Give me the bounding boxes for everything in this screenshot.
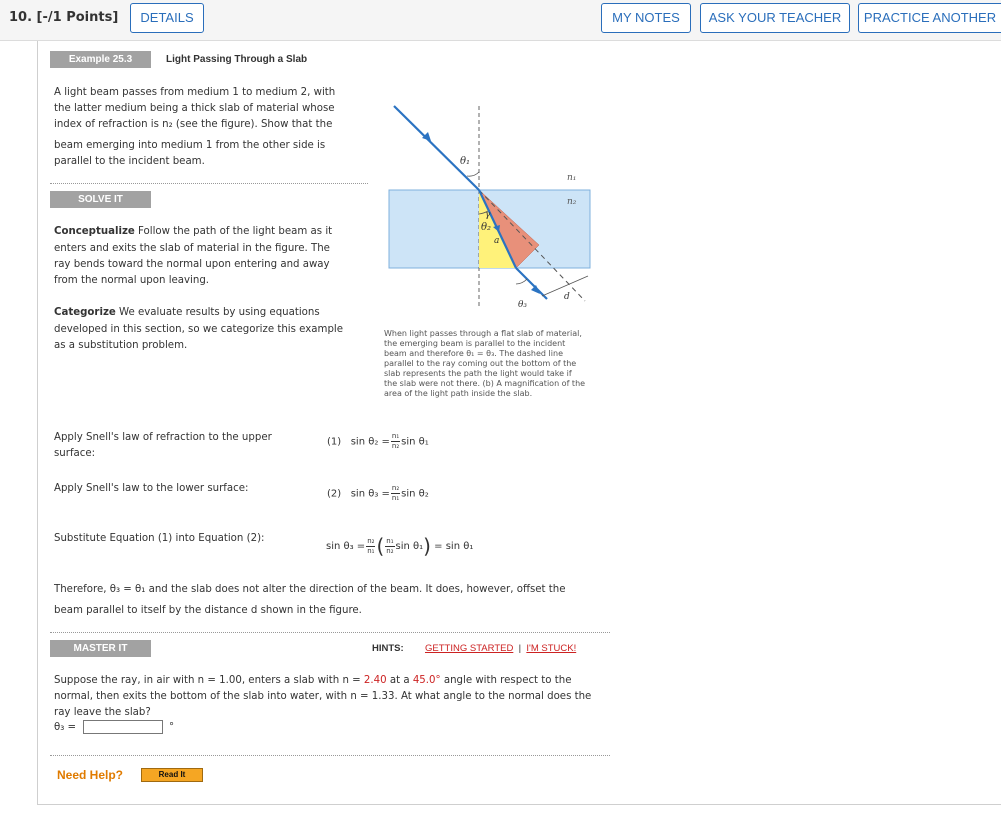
categorize-line-3: as a substitution problem. [54,340,188,351]
slab-index-value: 2.40 [363,675,387,686]
intro-line-4: beam emerging into medium 1 from the other side is [54,140,326,151]
divider [50,755,610,756]
categorize-label: Categorize [54,307,116,318]
eq2-numerator: n₂ [391,484,400,492]
caption-line-4: parallel to the ray coming out the bottom of the [384,359,577,368]
example-tag: Example 25.3 [50,51,151,68]
a-label: a [494,236,500,246]
caption-line-1: When light passes through a flat slab of material, [384,329,582,338]
categorize-line-2: developed in this section, so we categorize this example [54,324,344,335]
problem-line-1 [54,672,571,689]
caption-line-6: the slab were not there. (b) A magnification of the [384,379,586,388]
eq3-fraction-1 [366,537,375,556]
categorize-text: We evaluate results by using equations [115,307,320,318]
getting-started-link[interactable]: GETTING STARTED [425,643,514,654]
example-title: Light Passing Through a Slab [166,54,308,65]
eq3-numerator-1: n₂ [367,536,375,545]
categorize-line-1 [54,304,320,321]
read-it-button[interactable]: Read It [141,768,203,782]
question-number: 10. [-/1 Points] [9,10,119,25]
step1-line-1: Apply Snell's law of refraction to the upper [54,432,272,443]
incident-ray [394,106,479,190]
intro-line-1: A light beam passes from medium 1 to medium 2, with [54,87,336,98]
n2-label: n₂ [567,197,577,207]
problem-text-a: Suppose the ray, in air with n = 1.00, enters a slab with n = [54,675,364,686]
problem-text-b: at a [386,675,413,686]
ask-teacher-button[interactable]: ASK YOUR TEACHER [700,3,850,33]
gamma-label: γ [485,210,491,220]
conceptualize-text: Follow the path of the light beam as it [134,226,333,237]
equation-3 [326,534,473,558]
intro-line-3: index of refraction is n₂ (see the figure). Show that the [54,119,333,130]
conceptualize-line-1 [54,223,332,240]
equation-2 [327,484,429,503]
conclusion-line-1: Therefore, θ₃ = θ₁ and the slab does not alter the direction of the beam. It does, however, offset the [54,584,566,595]
divider [50,183,368,184]
caption-line-7: area of the light path inside the slab. [384,389,533,398]
eq1-lhs: sin θ₂ = [350,436,390,448]
theta2-label: θ₂ [481,222,492,233]
eq3-numerator-2: n₁ [386,536,394,545]
practice-another-button[interactable]: PRACTICE ANOTHER [858,3,1001,33]
conceptualize-line-2: enters and exits the slab of material in the figure. The [54,243,330,254]
eq2-fraction [391,484,400,503]
eq3-lhs: sin θ₃ = [326,541,366,552]
hint-separator: | [518,643,522,654]
slab-figure [380,96,600,312]
eq1-rhs: sin θ₁ [401,436,429,448]
eq2-rhs: sin θ₂ [401,488,429,500]
eq3-fraction-2 [385,537,394,556]
step3-text: Substitute Equation (1) into Equation (2): [54,533,265,544]
eq2-denominator: n₁ [391,494,400,502]
conceptualize-line-4: from the normal upon leaving. [54,275,210,286]
conceptualize-line-3: ray bends toward the normal upon entering and away [54,259,330,270]
caption-line-5: slab represents the path the light would take if [384,369,572,378]
caption-line-3: beam and therefore θ₁ = θ₃. The dashed line [384,349,563,358]
theta3-label: θ₃ [518,300,528,310]
problem-line-2: normal, then exits the bottom of the slab into water, with n = 1.33. At what angle to the normal does the [54,691,592,702]
caption-line-2: the emerging beam is parallel to the incident [384,339,566,348]
eq2-lhs: sin θ₃ = [350,488,390,500]
equation-1 [327,432,429,451]
step1-line-2: surface: [54,448,96,459]
conceptualize-label: Conceptualize [54,226,135,237]
intro-line-2: the latter medium being a thick slab of material whose [54,103,335,114]
hints-label: HINTS: [372,643,404,654]
eq3-inner: sin θ₁ [395,541,424,552]
eq1-numerator: n₁ [391,432,400,440]
eq3-close-paren: ) [423,534,431,558]
question-header [0,0,1001,41]
theta1-label: θ₁ [460,156,471,167]
eq1-denominator: n₂ [391,442,400,450]
incident-angle-value: 45.0° [412,675,441,686]
eq3-rhs: = sin θ₁ [434,541,474,552]
step2-text: Apply Snell's law to the lower surface: [54,483,249,494]
eq1-fraction [391,432,400,451]
answer-label: θ₃ = [54,722,77,733]
im-stuck-link[interactable]: I'M STUCK! [526,643,577,654]
divider [50,632,610,633]
eq3-open-paren: ( [376,534,385,558]
details-button[interactable]: DETAILS [130,3,204,33]
n1-label: n₁ [567,173,577,183]
master-it-tag: MASTER IT [50,640,151,657]
theta1-arc [467,172,479,176]
d-label: d [564,292,570,302]
degree-unit: ° [169,722,175,733]
conclusion-line-2: beam parallel to itself by the distance d shown in the figure. [54,605,362,616]
eq3-denominator-1: n₁ [367,546,375,555]
answer-input[interactable] [83,720,163,734]
problem-line-3: ray leave the slab? [54,707,151,718]
my-notes-button[interactable]: MY NOTES [601,3,691,33]
problem-text-c: angle with respect to the [440,675,572,686]
theta3-arc [516,279,527,284]
need-help-label: Need Help? [57,768,124,782]
solve-it-tag: SOLVE IT [50,191,151,208]
intro-line-5: parallel to the incident beam. [54,156,205,167]
hints-links [425,640,576,657]
eq3-denominator-2: n₂ [386,546,394,555]
eq2-number: (2) [327,488,342,500]
eq1-number: (1) [327,436,342,448]
